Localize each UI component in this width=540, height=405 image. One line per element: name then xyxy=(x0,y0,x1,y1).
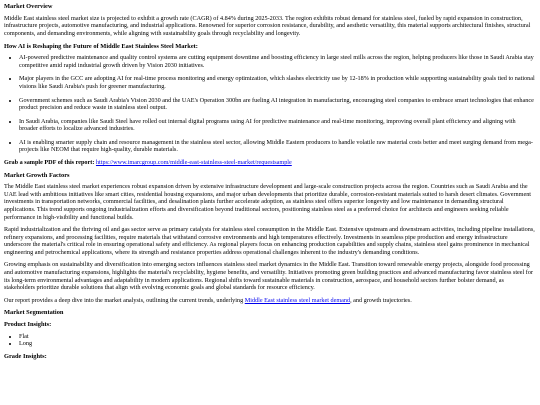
product-insights-heading: Product Insights: xyxy=(4,321,52,328)
list-item: • In Saudi Arabia, companies like Saudi Steel have rolled out internal digital programs using AI for predictive maintenance and real-time monitoring, improving overall plant efficiency and aligning with broader efforts to localize advanced industries. xyxy=(19,118,535,133)
ai-section-heading: How AI is Reshaping the Future of Middle East Stainless Steel Market: xyxy=(4,42,198,50)
list-item: • Major players in the GCC are adopting AI for real-time process monitoring and energy optimization, which slashes electricity use by 12-18% in production while supporting sustainability goals tied to national visions like Saudi Arabia's push for greener manufacturing. xyxy=(19,75,535,90)
market-overview-heading: Market Overview xyxy=(4,3,53,10)
segmentation-heading: Market Segmentation xyxy=(4,309,64,317)
sample-line xyxy=(4,159,535,167)
closing-prefix: Our report provides a deep dive into the market analysis, outlining the current trends, underlying xyxy=(4,296,245,304)
growth-paragraph-2: Rapid industrialization and the thriving oil and gas sector serve as primary catalysts for stainless steel consumption in the Middle East. Extensive upstream and downstream activities, including pipeline installations, refinery expansions, and processing facilities, require materials that withstand corrosive environments and high temperatures effectively. Investments in seamless pipe production and energy infrastructure underscore the material's critical role in ensuring operational safety and efficiency. As regional players focus on enhancing production capabilities and supply chains, stainless steel gains prominence in mechanical engineering and petrochemical applications, where its strength and resistance properties address operational challenges inherent to the industry's demanding conditions. xyxy=(4,226,535,256)
growth-paragraph-1: The Middle East stainless steel market experiences robust expansion driven by extensive infrastructure development and large-scale construction projects across the region. Countries such as Saudi Arabia and the UAE lead with ambitious initiatives like smart cities, residential housing expansions, and major urban developments that prioritize durable, corrosion-resistant materials suited to harsh desert climates. Government investments in transportation networks, commercial facilities, and desalination plants further accelerate adoption, as stainless steel offers superior longevity and low maintenance in demanding structural applications. This trend supports ongoing industrialization efforts and diversification beyond traditional sectors, positioning stainless steel as a preferred choice for architects and engineers seeking reliable performance in high-visibility and functional builds. xyxy=(4,183,532,221)
market-overview-paragraph: Middle East stainless steel market size is projected to exhibit a growth rate (CAGR) of 4.84% during 2025-2033. The region exhibits robust demand for stainless steel, fueled by rapid expansion in construction, infrastructure projects, automotive manufacturing, and industrial applications. Renowned for superior corrosion resistance, durability, and aesthetic versatility, this material supports architectural finishes, structural components, and demanding environments, while aligning with sustainability goals through recyclability and longevity. xyxy=(4,14,531,37)
product-list xyxy=(4,333,535,348)
list-item: • Flat xyxy=(19,333,535,341)
list-item: • AI is enabling smarter supply chain and resource management in the stainless steel sector, allowing Middle Eastern producers to handle volatile raw material costs better and meet surging demand from mega-projects like NEOM that require high-quality, durable materials. xyxy=(19,139,535,154)
grade-insights-heading: Grade Insights: xyxy=(4,352,47,360)
growth-factors-heading: Market Growth Factors xyxy=(4,171,70,179)
list-item: • Government schemes such as Saudi Arabia's Vision 2030 and the UAE's Operation 300bn are fueling AI integration in manufacturing, encouraging steel companies to embrace smart technologies that enhance product precision and reduce waste in stainless steel output. xyxy=(19,97,535,112)
sample-link[interactable]: https://www.imarcgroup.com/middle-east-stainless-steel-market/requestsample xyxy=(95,158,292,166)
sample-label: Grab a sample PDF of this report: xyxy=(4,158,95,166)
closing-suffix: , and growth trajectories. xyxy=(350,296,412,304)
article xyxy=(4,3,535,365)
market-demand-link[interactable]: Middle East stainless steel market demand xyxy=(244,296,351,304)
ai-bullet-list xyxy=(4,54,535,154)
list-item: • Long xyxy=(19,340,535,348)
report-closing-line xyxy=(4,297,535,305)
list-item: • AI-powered predictive maintenance and quality control systems are cutting equipment downtime and boosting efficiency in large steel mills across the region, helping producers like those in Saudi Arabia stay competitive amid rapid industrial growth driven by Vision 2030 initiatives. xyxy=(19,54,535,69)
growth-paragraph-3: Growing emphasis on sustainability and diversification into emerging sectors influences stainless steel market dynamics in the Middle East. Transition toward renewable energy projects, alongside food processing and automotive manufacturing expansions, highlights the material's recyclability, hygiene benefits, and versatility. Initiatives promoting green building practices and advanced manufacturing favor stainless steel for its long-term environmental advantages and adaptability in modern applications. Regional shifts toward sustainable materials in construction, aerospace, and household sectors further bolster demand, as stakeholders prioritize durable solutions that align with evolving economic goals and global standards for resource efficiency. xyxy=(4,261,534,292)
